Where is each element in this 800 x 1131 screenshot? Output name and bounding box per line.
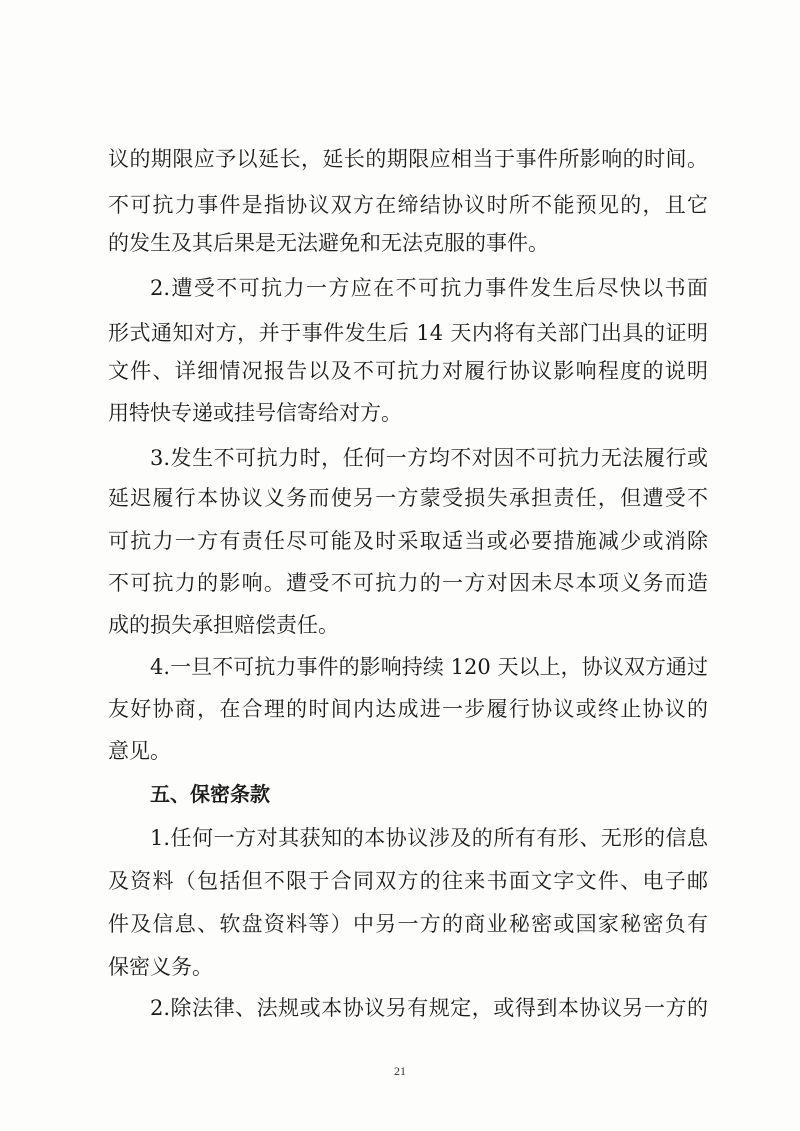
page-number: 21: [394, 1064, 406, 1078]
text-line-force-majeure-definition-end: 的发生及其后果是无法避免和无法克服的事件。: [108, 231, 549, 255]
confidentiality-clause-1-first-line: 1.任何一方对其获知的本协议涉及的所有有形、无形的信息: [150, 826, 708, 850]
clause-3-first-line: 3.发生不可抗力时，任何一方均不对因不可抗力无法履行或: [150, 446, 708, 470]
confidentiality-clause-1-line-2: 及资料（包括但不限于合同双方的往来书面文字文件、电子邮: [108, 869, 708, 893]
clause-2-line-3: 文件、详细情况报告以及不可抗力对履行协议影响程度的说明: [108, 359, 708, 383]
clause-4-line-3: 意见。: [108, 739, 171, 763]
confidentiality-clause-1-line-3: 件及信息、软盘资料等）中另一方的商业秘密或国家秘密负有: [108, 912, 708, 936]
clause-3-line-5: 成的损失承担赔偿责任。: [108, 613, 339, 637]
clause-4-first-line: 4.一旦不可抗力事件的影响持续 120 天以上，协议双方通过: [150, 655, 708, 679]
confidentiality-clause-2-first-line: 2.除法律、法规或本协议另有规定，或得到本协议另一方的: [150, 996, 708, 1020]
text-line-continuation: 议的期限应予以延长，延长的期限应相当于事件所影响的时间。: [108, 147, 708, 171]
clause-3-line-2: 延迟履行本协议义务而使另一方蒙受损失承担责任，但遭受不: [108, 486, 708, 510]
clause-2-line-4: 用特快专递或挂号信寄给对方。: [108, 401, 402, 425]
text-line-force-majeure-definition: 不可抗力事件是指协议双方在缔结协议时所不能预见的，且它: [108, 193, 708, 217]
section-heading-confidentiality: 五、保密条款: [150, 782, 270, 806]
clause-2-first-line: 2.遭受不可抗力一方应在不可抗力事件发生后尽快以书面: [150, 276, 708, 300]
clause-3-line-4: 不可抗力的影响。遭受不可抗力的一方对因未尽本项义务而造: [108, 571, 708, 595]
clause-2-line-2: 形式通知对方，并于事件发生后 14 天内将有关部门出具的证明: [108, 321, 708, 345]
clause-4-line-2: 友好协商，在合理的时间内达成进一步履行协议或终止协议的: [108, 697, 708, 721]
confidentiality-clause-1-line-4: 保密义务。: [108, 955, 213, 979]
clause-3-line-3: 可抗力一方有责任尽可能及时采取适当或必要措施减少或消除: [108, 529, 708, 553]
